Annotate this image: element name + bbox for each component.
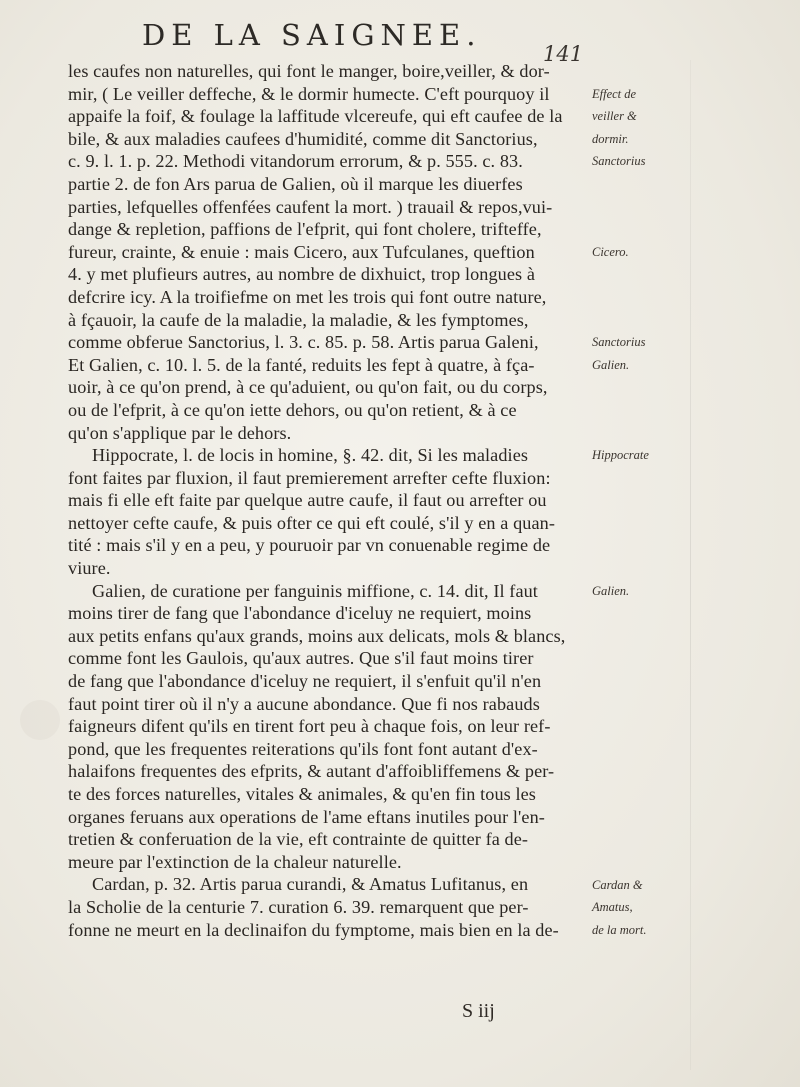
text-line: comme font les Gaulois, qu'aux autres. Que s'il faut moins tirer [68,648,534,669]
text-line: moins tirer de fang que l'abondance d'iceluy ne requiert, moins [68,603,532,624]
text-line: faut point tirer où il n'y a aucune abondance. Que fi nos rabauds [68,693,540,714]
text-line: Cardan, p. 32. Artis parua curandi, & Amatus Lufitanus, en [92,874,529,895]
text-line: faigneurs difent qu'ils en tirent fort peu à chaque fois, on leur ref- [68,716,551,737]
margin-note: Cardan & [592,877,643,892]
text-line: de fang que l'abondance d'iceluy ne requiert, il s'enfuit qu'il n'en [68,671,542,692]
text-line: la Scholie de la centurie 7. curation 6. 39. remarquent que per- [68,896,529,917]
text-line: viure. [68,558,111,579]
text-line: bile, & aux maladies caufees d'humidité, comme dit Sanctorius, [68,128,538,149]
text-line: tité : mais s'il y en a peu, y pouruoir par vn conuenable regime de [68,535,551,556]
text-line: qu'on s'applique par le dehors. [68,422,292,443]
margin-note: Cicero. [592,244,629,259]
text-line: partie 2. de fon Ars parua de Galien, où il marque les diuerfes [68,173,523,194]
text-line: te des forces naturelles, vitales & animales, & qu'en fin tous les [68,784,536,804]
text-line: 4. y met plufieurs autres, au nombre de dixhuict, trop longues à [68,264,536,285]
margin-note: Sanctorius [592,154,646,169]
running-head: DE LA SAIGNEE. [142,18,482,52]
text-line: Hippocrate, l. de locis in homine, §. 42. dit, Si les maladies [92,445,529,466]
signature-mark: S iij [462,1000,495,1022]
text-line: defcrire icy. A la troifiefme on met les trois qui font outre nature, [68,286,547,307]
margin-note: Sanctorius [592,335,646,350]
text-line: les caufes non naturelles, qui font le manger, boire,veiller, & dor- [68,61,550,81]
margin-note: Galien. [592,583,630,598]
text-line: c. 9. l. 1. p. 22. Methodi vitandorum errorum, & p. 555. c. 83. [68,151,523,172]
margin-note: Amatus, [592,900,633,915]
text-line: meure par l'extinction de la chaleur naturelle. [68,851,402,872]
text-line: parties, lefquelles offenfées caufent la mort. ) trauail & repos,vui- [68,196,553,217]
text-line: organes feruans aux operations de l'ame eftans inutiles pour l'en- [68,806,545,827]
text-line: pond, que les frequentes reiterations qu'ils font font autant d'ex- [68,738,538,759]
text-line: mir, ( Le veiller deffeche, & le dormir humecte. C'eft pourquoy il [68,83,550,104]
text-line: halaifons frequentes des efprits, & autant d'affoibliffemens & per- [68,761,555,782]
text-line: dange & repletion, paffions de l'efprit, qui font cholere, trifteffe, [68,219,542,240]
text-line: fonne ne meurt en la declinaifon du fymptome, mais bien en la de- [68,919,559,940]
margin-note: veiller & [592,109,637,124]
text-line: tretien & conferuation de la vie, eft contrainte de quitter fa de- [68,829,529,850]
text-line: comme obferue Sanctorius, l. 3. c. 85. p. 58. Artis parua Galeni, [68,332,539,353]
margin-note: Galien. [592,357,630,372]
text-line: uoir, à ce qu'on prend, à ce qu'aduient, ou qu'on fait, ou du corps, [68,377,548,398]
margin-note: de la mort. [592,922,647,937]
text-line: font faites par fluxion, il faut premierement arrefter cefte fluxion: [68,467,551,488]
margin-note: Hippocrate [592,448,649,463]
text-line: nettoyer cefte caufe, & puis ofter ce qui eft coulé, s'il y en a quan- [68,512,555,533]
text-line: à fçauoir, la caufe de la maladie, la maladie, & les fymptomes, [68,309,529,330]
margin-note: dormir. [592,131,629,146]
body-text [68,60,590,941]
text-line: mais fi elle eft faite par quelque autre caufe, il faut ou arrefter ou [68,490,547,511]
page-number: 141 [543,42,584,66]
margin-note: Effect de [592,86,637,101]
text-line: ou de l'efprit, à ce qu'on iette dehors, ou qu'on retient, & à ce [68,399,517,420]
text-line: Galien, de curatione per fanguinis miffione, c. 14. dit, Il faut [92,580,538,601]
text-line: aux petits enfans qu'aux grands, moins aux delicats, mols & blancs, [68,625,566,646]
paper-stain [20,700,60,740]
text-line: Et Galien, c. 10. l. 5. de la fanté, reduits les fept à quatre, à fça- [68,354,535,375]
text-line: fureur, crainte, & enuie : mais Cicero, aux Tufculanes, queftion [68,241,535,262]
page-fold [690,60,691,1070]
text-line: appaife la foif, & foulage la laffitude vlcereufe, qui eft caufee de la [68,106,563,127]
